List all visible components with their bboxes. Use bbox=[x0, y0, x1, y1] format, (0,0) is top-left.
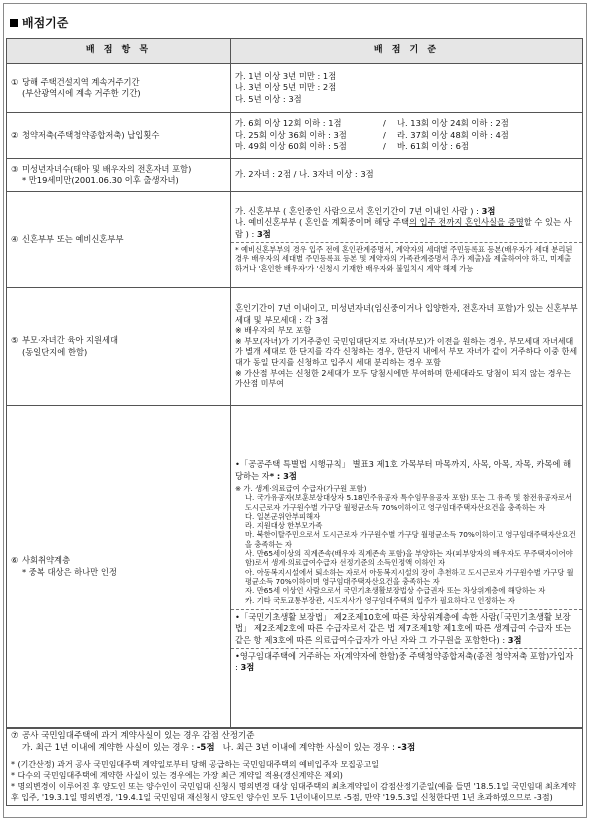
list-item: 마. 북한이탈주민으로서 도시근로자 가구원수별 가구당 월평균소득 70%이하이고 영구임대주택자산요건을 충족하는 자 bbox=[245, 530, 576, 549]
criteria-cell: 가. 6회 이상 12회 이하 : 1점 / 나. 13회 이상 24회 이하 : 2점 다. 25회 이상 36회 이하 : 3점 / 라. 37회 이상 48회 이하 : 4점 마. 49회 이상 60회 이하 : 5점 / 바. 61회 이상 : 6점 bbox=[231, 113, 583, 159]
list-item: 다. 일본군위안부피해자 bbox=[245, 511, 321, 521]
item-cell: ⑥ 사회취약계층 * 중복 대상은 하나만 인정 bbox=[7, 406, 231, 728]
eligibility-list bbox=[235, 484, 578, 607]
list-item: 나. 국가유공자(보훈보상대상자 5.18민주유공자 특수임무유공자 포함) 또는 그 유족 및 참전유공자로서 도시근로자 가구원수별 가구당 월평균소득 70%이하이고 영구임대주택자산요건을 충족하는 자 bbox=[245, 493, 573, 512]
criteria-cell: •「공공주택 특별법 시행규칙」 별표3 제1호 가목부터 마목까지, 사목, 아목, 자목, 카목에 해당하는 자* : 3점 ※ 가. 생계·의료급여 수급자(가구원 포함) 나. 국가유공자(보훈보상대상자 5.18민주유공자 특수임무유공자 포함) 또는 그 유족 및 참전유공자로서 도시근로자 가구원수별 가구당 월평균소득 70%이하이고 영구임대주택자산요건을 충족하는 자 다. 일본군위안부피해자 라. 지원대상 한부모가족 마. 북한이탈주민으로서 도시근로자 가구원수별 가구당 월평균소득 70%이하이고 영구임대주택자산요건을 충족하는 자 사. 만65세이상의 직계존속(배우자 직계존속 포함)을 부양하는 자(피부양자의 배우자도 무주택자이어야 함)로서 생계·의료급여수급자 선정기준의 소득인정액 이하인 자 아. 아동복지시설에서 퇴소하는 자로서 아동복지시설의 장이 추천하고 도시근로자 가구원수별 가구당 월평균소득 70%이하이며 영구임대주택자산요건을 충족하는 자 자. 만65세 이상인 사람으로서 국민기초생활보장법상 수급권자 또는 차상위계층에 해당하는 자 카. 기타 국토교통부장관, 시도지사가 영구임대주택의 입주가 필요하다고 인정하는 자 •「국민기초생활 보장법」 제2조제10호에 따른 차상위계층에 속한 사람(「국민기초생활 보장법」 제2조제2호에 따른 수급자로서 같은 법 제7조제1항 제1호에 따른 생계급여 수급자 또는 같은 항 제3호에 따른 의료급여수급자가 아닌 자와 그 가구원을 포함한다) : 3점 •영구임대주택에 거주하는 자(계약자에 한함)중 주택청약종합저축(종전 청약저축 포함)가입자 : 3점 bbox=[231, 406, 583, 728]
table-row bbox=[7, 64, 583, 113]
table-row bbox=[7, 192, 583, 288]
criteria-cell: 가. 2자녀 : 2점 / 나. 3자녀 이상 : 3점 bbox=[231, 159, 583, 192]
item-cell: ⑤ 부모·자녀간 육아 지원세대 (동일단지에 한함) bbox=[7, 288, 231, 406]
criteria-cell: 가. 1년 이상 3년 미만 : 1점 나. 3년 이상 5년 미만 : 2점 다. 5년 이상 : 3점 bbox=[231, 64, 583, 113]
list-item: 카. 기타 국토교통부장관, 시도지사가 영구임대주택의 입주가 필요하다고 인정하는 자 bbox=[245, 595, 515, 605]
criteria-cell: 가. 신혼부부 ( 혼인중인 사람으로서 혼인기간이 7년 이내인 사람 ) : 3점 나. 예비신혼부부 ( 혼인을 계획중이며 해당 주택의 입주 전까지 혼인사실을 증명할 수 있는 사람 ) : 3점 * 예비신혼부부의 경우 입주 전에 혼인관계증명서, 계약자의 세대별 주민등록표 등본(배우자가 세대 분리된 경우 배우자의 세대별 주민등록표 등본 및 계약자의 가족관계증명서 추가 제출)을 제출하여야 하고, 미제출하거나 '혼인한 배우자'가 '신청시 기재한 배우자와 불일치시 계약 해제 가능 bbox=[231, 192, 583, 288]
list-item: 라. 지원대상 한부모가족 bbox=[245, 521, 323, 531]
list-item: 자. 만65세 이상인 사람으로서 국민기초생활보장법상 수급권자 또는 차상위계층에 해당하는 자 bbox=[245, 586, 546, 596]
item-cell: ② 청약저축(주택청약종합저축) 납입횟수 bbox=[7, 113, 231, 159]
criteria-cell: 혼인기간이 7년 이내이고, 미성년자녀(임신중이거나 입양한자, 전혼자녀 포함)가 있는 신혼부부세대 및 부모세대 : 각 3점 ※ 배우자의 부모 포함 ※ 부모(자녀)가 기거주중인 국민임대단지로 자녀(부모)가 이전을 원하는 경우, 부모세대 자녀세대가 별개 세대로 한 단지를 각각 신청하는 경우, 한단지 내에서 부모 자녀가 같이 거주하다 이중 한세대가 동일 단지를 신청하고 입주시 세대 분리하는 경우 포함 ※ 가산점 부여는 신청한 2세대가 모두 당첨시에만 부여하며 한세대라도 당첨이 되지 않는 경우는 가산점 미부여 bbox=[231, 288, 583, 406]
black-square-icon bbox=[10, 19, 18, 27]
list-item: 아. 아동복지시설에서 퇴소하는 자로서 아동복지시설의 장이 추천하고 도시근로자 가구원수별 가구당 월평균소득 70%이하이며 영구임대주택자산요건을 충족하는 자 bbox=[245, 567, 574, 586]
list-item: ※ 가. 생계·의료급여 수급자(가구원 포함) bbox=[235, 483, 367, 493]
table-row bbox=[7, 159, 583, 192]
item-cell: ③ 미성년자녀수(태아 및 배우자의 전혼자녀 포함) * 만19세미만(2001.06.30 이후 출생자녀) bbox=[7, 159, 231, 192]
table-row bbox=[7, 288, 583, 406]
header-criteria: 배 점 기 준 bbox=[231, 39, 583, 64]
table-header-row bbox=[7, 39, 583, 64]
header-item: 배 점 항 목 bbox=[7, 39, 231, 64]
table-row bbox=[7, 113, 583, 159]
list-item: 사. 만65세이상의 직계존속(배우자 직계존속 포함)을 부양하는 자(피부양자의 배우자도 무주택자이어야 함)로서 생계·의료급여수급자 선정기준의 소득인정액 이하인 자 bbox=[245, 549, 573, 568]
item-cell: ① 당해 주택건설지역 계속거주기간 (부산광역시에 계속 거주한 기간) bbox=[7, 64, 231, 113]
table-row bbox=[7, 406, 583, 728]
deduction-section: ⑦ 공사 국민임대주택에 과거 계약사실이 있는 경우 감점 산정기준 가. 최근 1년 이내에 계약한 사실이 있는 경우 : -5점 나. 최근 3년 이내에 계약한 사실이 있는 경우 : -3점 * (기간산정) 과거 공사 국민임대주택 계약일로부터 당해 공급하는 국민임대주택의 예비입주자 모집공고일 * 다수의 국민임대주택에 계약한 사실이 있는 경우에는 가장 최근 계약일 적용(갱신계약은 제외) * 명의변경이 이루어진 후 양도인 또는 양수인이 국민임대 신청시 명의변경 대상 임대주택의 최초계약일이 감점산정기준일(예를 들면 '18.5.1일 국민임대 최초계약 후 입주, '19.3.1일 명의변경, '19.4.1일 국민임대 재신청시 양도인 양수인 모두 1년이내이므로 -5점, 만약 '19.5.3일 신청한다면 1년 초과하였으므로 -3점) bbox=[6, 728, 583, 806]
scoring-table bbox=[6, 38, 583, 728]
item-cell: ④ 신혼부부 또는 예비신혼부부 bbox=[7, 192, 231, 288]
section-title: 배점기준 bbox=[10, 14, 68, 31]
